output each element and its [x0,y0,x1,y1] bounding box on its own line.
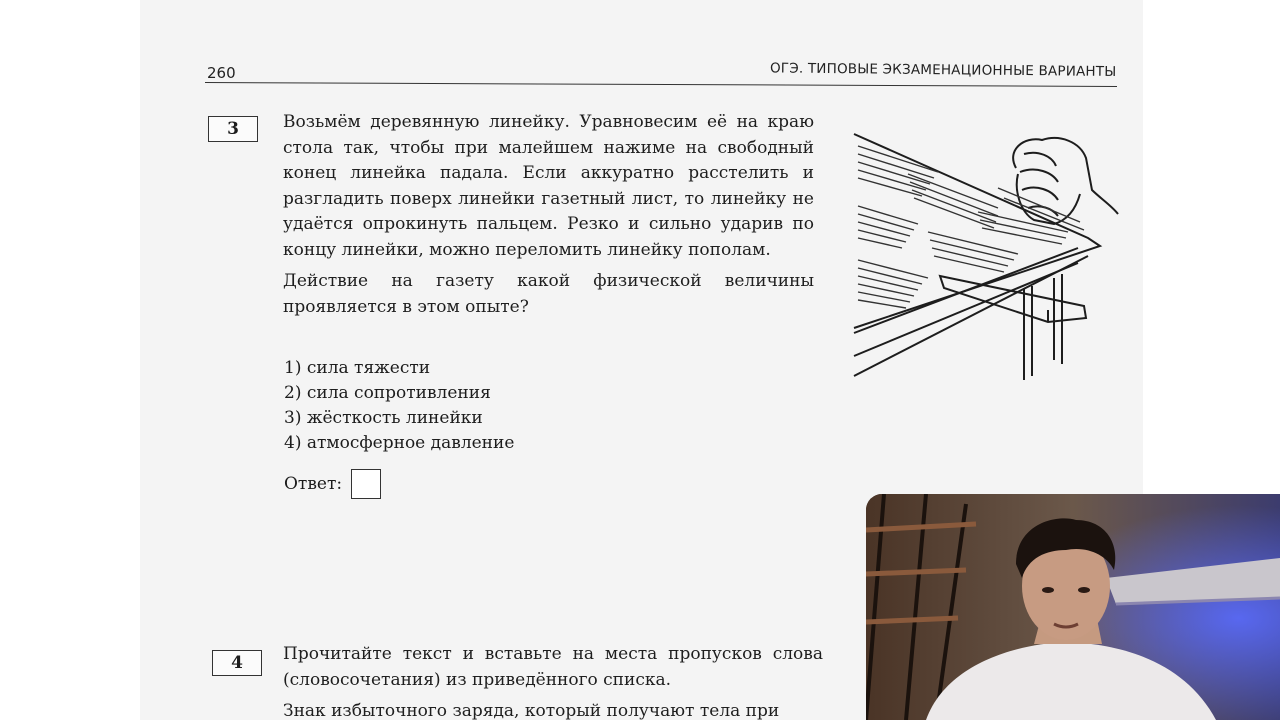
webcam-scene [866,494,1280,720]
option-2: 2) сила сопротивления [284,383,491,403]
task-4-number: 4 [231,653,243,673]
task-3-paragraph: Возьмём деревянную линейку. Уравновесим её на краю стола так, чтобы при малейшем нажиме на свободный конец линейка падала. Если аккуратно расстелить и разгладить поверх линейки газетный лист, то линейку не удаётся опрокинуть пальцем. Резко и сильно ударив по концу линейки, можно переломить линейку пополам. [283,112,814,260]
task-4-text-start: Знак избыточного заряда, который получают тела при [283,701,780,721]
task-4-intro: Прочитайте текст и вставьте на места пропусков слова (словосочетания) из приведённого списка. [283,644,823,690]
page-number: 260 [207,64,236,82]
task-3-text [283,110,814,320]
task-4-text [283,642,823,725]
option-3: 3) жёсткость линейки [284,408,483,428]
ruler-newspaper-figure [848,128,1120,388]
task-3-question: Действие на газету какой физической величины проявляется в этом опыте? [283,271,814,317]
running-title: ОГЭ. ТИПОВЫЕ ЭКЗАМЕНАЦИОННЫЕ ВАРИАНТЫ [769,60,1117,80]
option-4: 4) атмосферное давление [284,433,515,453]
task-3-options [284,356,514,456]
task-3-number-box [208,116,258,142]
answer-label: Ответ: [284,474,343,494]
presenter-webcam [866,494,1280,720]
answer-box[interactable] [351,469,381,499]
answer-row [284,469,381,499]
task-4-number-box [212,650,262,676]
option-1: 1) сила тяжести [284,358,431,378]
task-3-number: 3 [227,119,239,139]
